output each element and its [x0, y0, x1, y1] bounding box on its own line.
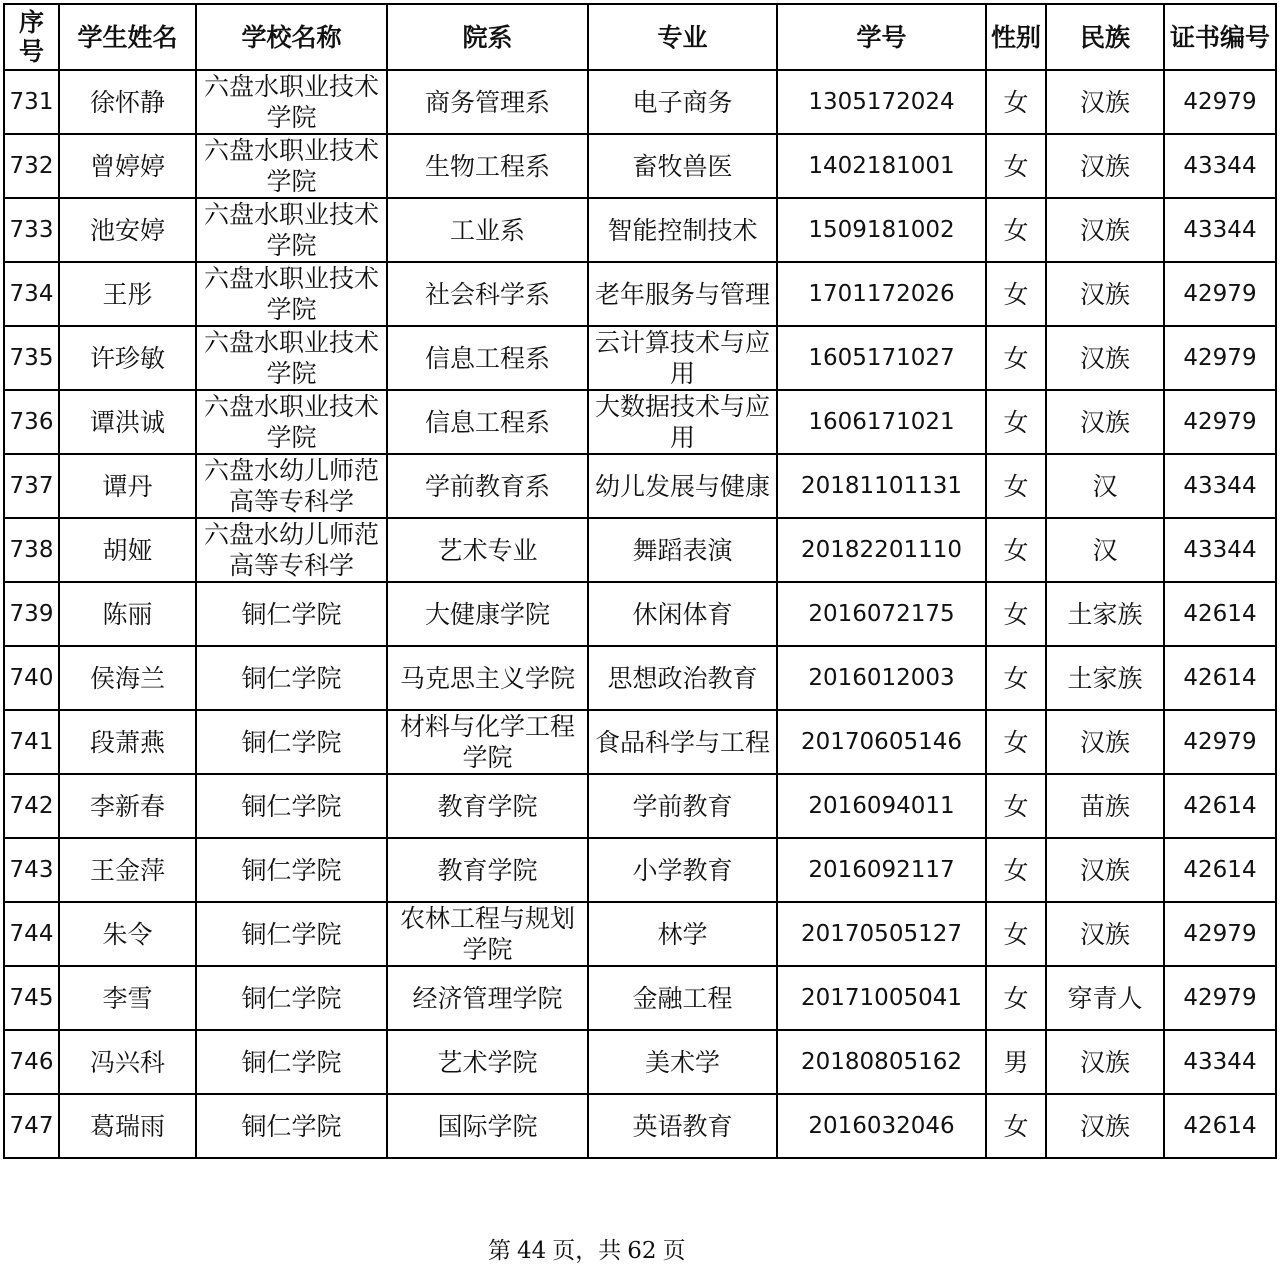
cell-gender: 女: [986, 326, 1046, 390]
cell-major: 思想政治教育: [588, 646, 777, 710]
cell-ethnicity: 汉族: [1046, 326, 1164, 390]
cell-school-name: 六盘水幼儿师范高等专科学: [196, 518, 387, 582]
cell-student-id: 20171005041: [777, 966, 986, 1030]
cell-gender: 男: [986, 1030, 1046, 1094]
cell-certificate-number: 42979: [1164, 710, 1276, 774]
cell-gender: 女: [986, 390, 1046, 454]
cell-certificate-number: 42614: [1164, 646, 1276, 710]
cell-index: 746: [4, 1030, 59, 1094]
header-gender: 性别: [986, 4, 1046, 70]
cell-gender: 女: [986, 902, 1046, 966]
cell-school-name: 六盘水职业技术学院: [196, 390, 387, 454]
footer-suffix: 页: [662, 1238, 686, 1264]
cell-school-name: 铜仁学院: [196, 582, 387, 646]
cell-gender: 女: [986, 646, 1046, 710]
table-row: [4, 198, 1276, 262]
cell-gender: 女: [986, 454, 1046, 518]
header-index: 序号: [4, 4, 59, 70]
cell-student-name: 徐怀静: [59, 70, 196, 134]
cell-student-id: 1305172024: [777, 70, 986, 134]
cell-major: 休闲体育: [588, 582, 777, 646]
cell-student-id: 2016032046: [777, 1094, 986, 1158]
cell-student-id: 1605171027: [777, 326, 986, 390]
table-row: [4, 390, 1276, 454]
cell-index: 733: [4, 198, 59, 262]
cell-school-name: 铜仁学院: [196, 966, 387, 1030]
cell-school-name: 铜仁学院: [196, 1030, 387, 1094]
cell-ethnicity: 穿青人: [1046, 966, 1164, 1030]
cell-school-name: 铜仁学院: [196, 774, 387, 838]
cell-school-name: 六盘水职业技术学院: [196, 70, 387, 134]
cell-gender: 女: [986, 582, 1046, 646]
cell-student-name: 谭丹: [59, 454, 196, 518]
cell-certificate-number: 42979: [1164, 966, 1276, 1030]
cell-gender: 女: [986, 966, 1046, 1030]
footer-total-pages: 62: [627, 1238, 657, 1264]
cell-certificate-number: 43344: [1164, 134, 1276, 198]
cell-ethnicity: 汉族: [1046, 1094, 1164, 1158]
cell-index: 732: [4, 134, 59, 198]
cell-major: 金融工程: [588, 966, 777, 1030]
cell-school-name: 铜仁学院: [196, 838, 387, 902]
cell-department: 材料与化学工程学院: [387, 710, 588, 774]
table-row: [4, 1094, 1276, 1158]
cell-certificate-number: 42979: [1164, 902, 1276, 966]
cell-department: 信息工程系: [387, 390, 588, 454]
cell-student-name: 曾婷婷: [59, 134, 196, 198]
cell-school-name: 六盘水职业技术学院: [196, 326, 387, 390]
cell-school-name: 铜仁学院: [196, 902, 387, 966]
cell-department: 教育学院: [387, 838, 588, 902]
footer-page-number: 44: [517, 1238, 547, 1264]
cell-student-name: 李新春: [59, 774, 196, 838]
student-certificate-table: [3, 3, 1277, 1159]
cell-student-name: 葛瑞雨: [59, 1094, 196, 1158]
cell-ethnicity: 汉: [1046, 518, 1164, 582]
cell-certificate-number: 43344: [1164, 1030, 1276, 1094]
cell-gender: 女: [986, 70, 1046, 134]
table-row: [4, 1030, 1276, 1094]
cell-major: 林学: [588, 902, 777, 966]
cell-index: 731: [4, 70, 59, 134]
page-footer: [0, 1232, 1280, 1265]
cell-index: 735: [4, 326, 59, 390]
cell-school-name: 六盘水职业技术学院: [196, 262, 387, 326]
cell-gender: 女: [986, 710, 1046, 774]
cell-department: 艺术专业: [387, 518, 588, 582]
cell-index: 739: [4, 582, 59, 646]
cell-major: 美术学: [588, 1030, 777, 1094]
cell-major: 小学教育: [588, 838, 777, 902]
cell-student-name: 冯兴科: [59, 1030, 196, 1094]
cell-student-id: 1701172026: [777, 262, 986, 326]
cell-student-id: 20170605146: [777, 710, 986, 774]
header-major: 专业: [588, 4, 777, 70]
cell-certificate-number: 43344: [1164, 198, 1276, 262]
cell-ethnicity: 汉族: [1046, 1030, 1164, 1094]
cell-student-id: 1606171021: [777, 390, 986, 454]
cell-ethnicity: 汉: [1046, 454, 1164, 518]
cell-index: 743: [4, 838, 59, 902]
header-student-name: 学生姓名: [59, 4, 196, 70]
cell-student-name: 谭洪诚: [59, 390, 196, 454]
cell-index: 737: [4, 454, 59, 518]
cell-index: 745: [4, 966, 59, 1030]
cell-department: 信息工程系: [387, 326, 588, 390]
cell-school-name: 铜仁学院: [196, 1094, 387, 1158]
cell-certificate-number: 43344: [1164, 518, 1276, 582]
cell-student-name: 朱令: [59, 902, 196, 966]
cell-gender: 女: [986, 198, 1046, 262]
cell-student-name: 侯海兰: [59, 646, 196, 710]
cell-student-id: 2016012003: [777, 646, 986, 710]
cell-major: 幼儿发展与健康: [588, 454, 777, 518]
table-row: [4, 262, 1276, 326]
cell-certificate-number: 42614: [1164, 774, 1276, 838]
cell-ethnicity: 土家族: [1046, 646, 1164, 710]
cell-certificate-number: 42979: [1164, 262, 1276, 326]
cell-gender: 女: [986, 774, 1046, 838]
header-certificate-number: 证书编号: [1164, 4, 1276, 70]
cell-major: 畜牧兽医: [588, 134, 777, 198]
cell-gender: 女: [986, 134, 1046, 198]
cell-certificate-number: 42614: [1164, 838, 1276, 902]
cell-index: 744: [4, 902, 59, 966]
table-row: [4, 710, 1276, 774]
cell-department: 社会科学系: [387, 262, 588, 326]
cell-student-name: 池安婷: [59, 198, 196, 262]
cell-index: 741: [4, 710, 59, 774]
cell-ethnicity: 苗族: [1046, 774, 1164, 838]
cell-certificate-number: 42614: [1164, 582, 1276, 646]
cell-gender: 女: [986, 518, 1046, 582]
cell-school-name: 铜仁学院: [196, 710, 387, 774]
cell-major: 学前教育: [588, 774, 777, 838]
header-student-id: 学号: [777, 4, 986, 70]
cell-department: 商务管理系: [387, 70, 588, 134]
cell-gender: 女: [986, 262, 1046, 326]
cell-student-name: 王金萍: [59, 838, 196, 902]
cell-certificate-number: 42979: [1164, 70, 1276, 134]
header-department: 院系: [387, 4, 588, 70]
cell-department: 工业系: [387, 198, 588, 262]
cell-certificate-number: 42979: [1164, 326, 1276, 390]
table-row: [4, 582, 1276, 646]
cell-major: 电子商务: [588, 70, 777, 134]
cell-gender: 女: [986, 838, 1046, 902]
cell-ethnicity: 汉族: [1046, 198, 1164, 262]
table-row: [4, 70, 1276, 134]
cell-department: 生物工程系: [387, 134, 588, 198]
cell-student-id: 1402181001: [777, 134, 986, 198]
cell-department: 经济管理学院: [387, 966, 588, 1030]
cell-certificate-number: 42979: [1164, 390, 1276, 454]
table-row: [4, 454, 1276, 518]
cell-student-name: 胡娅: [59, 518, 196, 582]
cell-department: 学前教育系: [387, 454, 588, 518]
table-row: [4, 774, 1276, 838]
cell-department: 马克思主义学院: [387, 646, 588, 710]
header-school-name: 学校名称: [196, 4, 387, 70]
cell-ethnicity: 汉族: [1046, 838, 1164, 902]
cell-student-id: 20182201110: [777, 518, 986, 582]
cell-index: 736: [4, 390, 59, 454]
table-row: [4, 966, 1276, 1030]
cell-student-id: 2016094011: [777, 774, 986, 838]
header-ethnicity: 民族: [1046, 4, 1164, 70]
cell-department: 国际学院: [387, 1094, 588, 1158]
cell-index: 740: [4, 646, 59, 710]
cell-gender: 女: [986, 1094, 1046, 1158]
cell-major: 舞蹈表演: [588, 518, 777, 582]
cell-ethnicity: 汉族: [1046, 134, 1164, 198]
cell-student-name: 陈丽: [59, 582, 196, 646]
cell-ethnicity: 汉族: [1046, 902, 1164, 966]
cell-major: 食品科学与工程: [588, 710, 777, 774]
cell-student-id: 20170505127: [777, 902, 986, 966]
cell-certificate-number: 43344: [1164, 454, 1276, 518]
cell-department: 大健康学院: [387, 582, 588, 646]
cell-student-id: 2016092117: [777, 838, 986, 902]
cell-ethnicity: 汉族: [1046, 262, 1164, 326]
cell-major: 老年服务与管理: [588, 262, 777, 326]
cell-student-name: 段萧燕: [59, 710, 196, 774]
cell-department: 艺术学院: [387, 1030, 588, 1094]
cell-major: 大数据技术与应用: [588, 390, 777, 454]
table-row: [4, 134, 1276, 198]
cell-student-id: 2016072175: [777, 582, 986, 646]
cell-major: 英语教育: [588, 1094, 777, 1158]
cell-student-name: 王彤: [59, 262, 196, 326]
cell-ethnicity: 土家族: [1046, 582, 1164, 646]
cell-major: 智能控制技术: [588, 198, 777, 262]
cell-school-name: 六盘水幼儿师范高等专科学: [196, 454, 387, 518]
footer-prefix: 第: [488, 1238, 511, 1264]
cell-student-id: 1509181002: [777, 198, 986, 262]
table-row: [4, 518, 1276, 582]
cell-major: 云计算技术与应用: [588, 326, 777, 390]
cell-school-name: 六盘水职业技术学院: [196, 134, 387, 198]
table-row: [4, 326, 1276, 390]
table-row: [4, 838, 1276, 902]
table-header-row: [4, 4, 1276, 70]
footer-middle: 页，共: [552, 1238, 622, 1264]
cell-ethnicity: 汉族: [1046, 70, 1164, 134]
cell-ethnicity: 汉族: [1046, 390, 1164, 454]
cell-index: 747: [4, 1094, 59, 1158]
cell-student-name: 李雪: [59, 966, 196, 1030]
cell-department: 农林工程与规划学院: [387, 902, 588, 966]
cell-index: 742: [4, 774, 59, 838]
cell-student-id: 20181101131: [777, 454, 986, 518]
cell-department: 教育学院: [387, 774, 588, 838]
cell-index: 734: [4, 262, 59, 326]
cell-student-id: 20180805162: [777, 1030, 986, 1094]
cell-school-name: 六盘水职业技术学院: [196, 198, 387, 262]
cell-index: 738: [4, 518, 59, 582]
cell-student-name: 许珍敏: [59, 326, 196, 390]
table-row: [4, 646, 1276, 710]
cell-certificate-number: 42614: [1164, 1094, 1276, 1158]
table-row: [4, 902, 1276, 966]
cell-school-name: 铜仁学院: [196, 646, 387, 710]
cell-ethnicity: 汉族: [1046, 710, 1164, 774]
